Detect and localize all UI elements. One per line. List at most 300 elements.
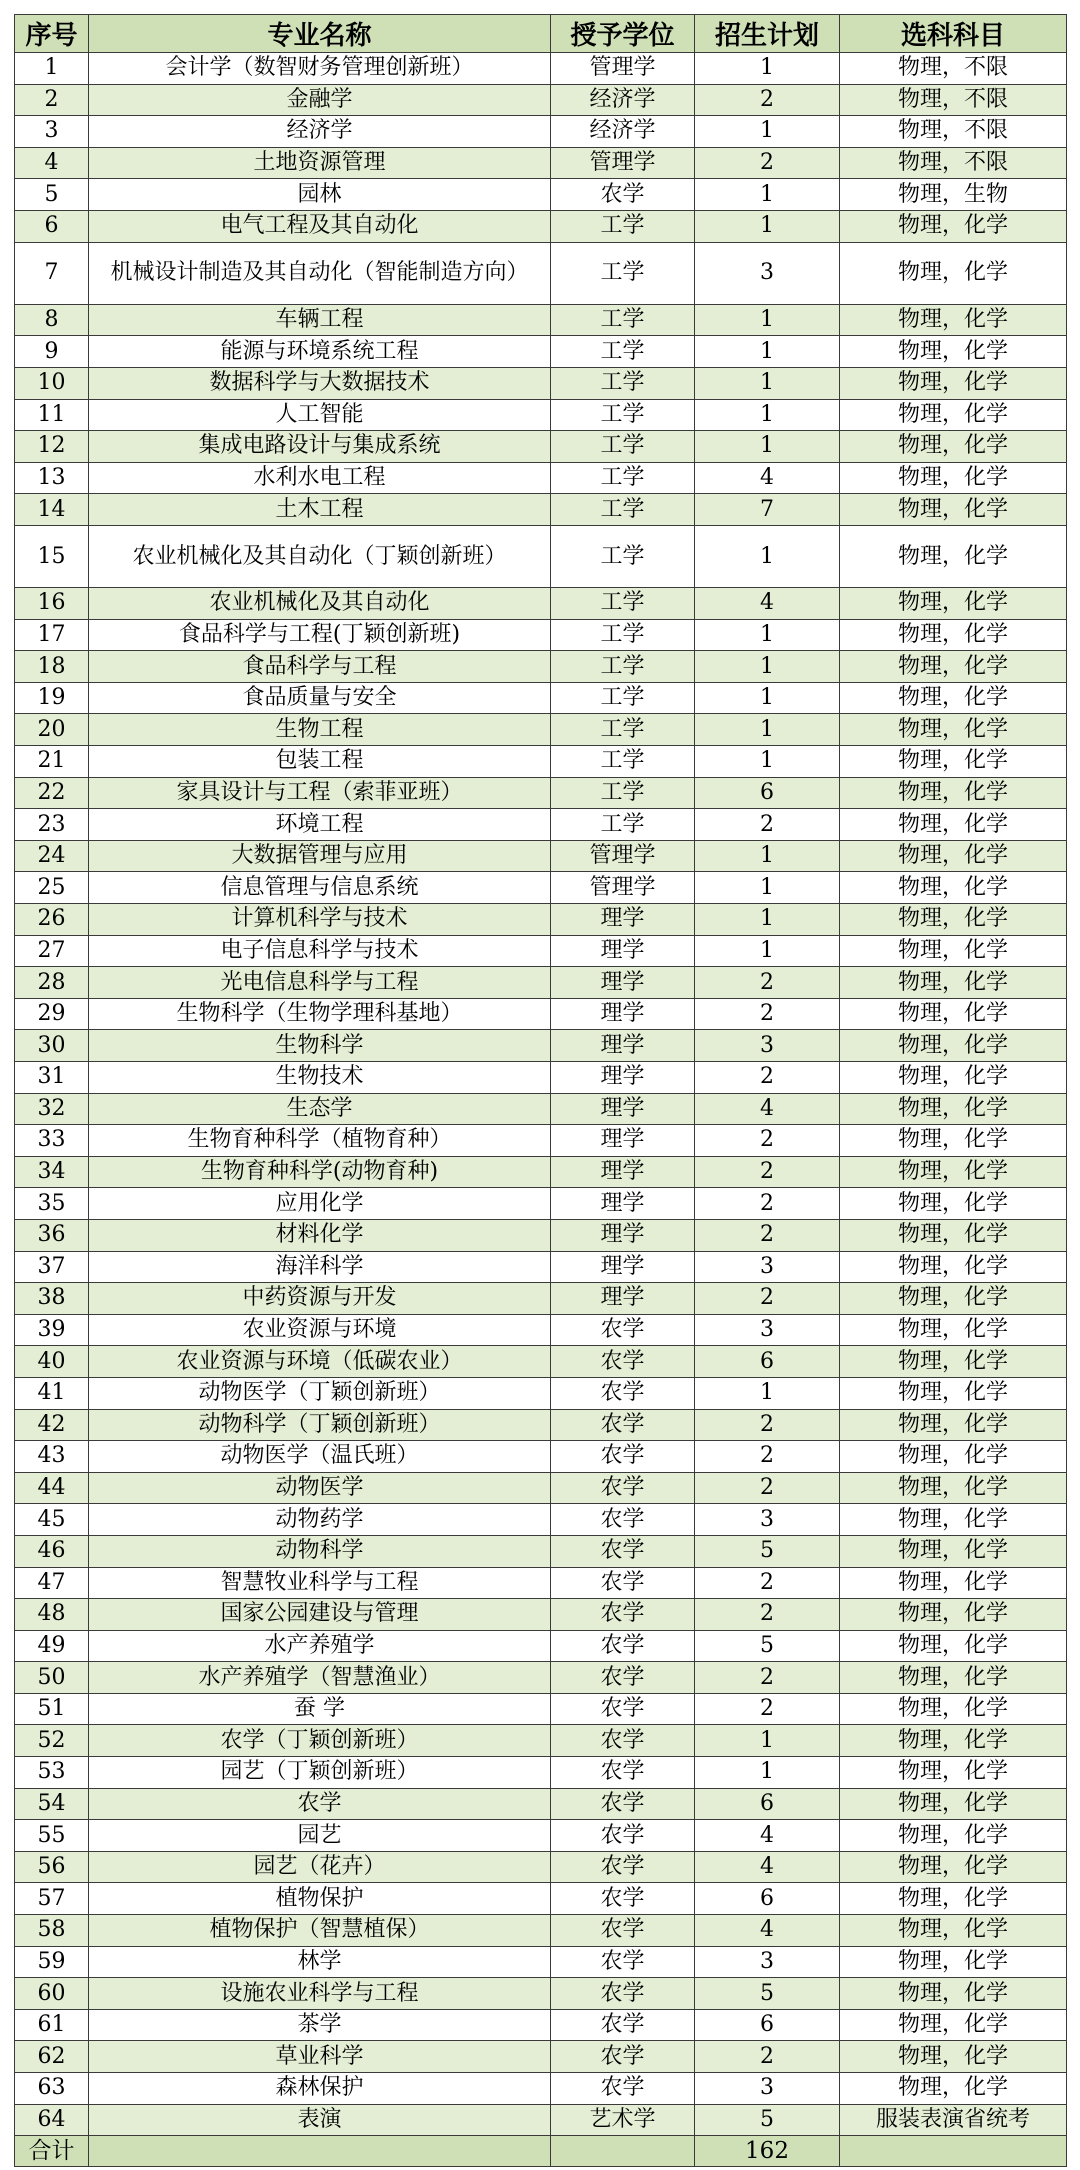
degree-cell: 工学 (551, 210, 695, 242)
degree-cell: 理学 (551, 1188, 695, 1220)
row-no-cell: 15 (15, 525, 89, 587)
total-empty-name (89, 2136, 551, 2167)
plan-cell: 1 (695, 682, 840, 714)
table-row (15, 494, 1067, 526)
table-row (15, 116, 1067, 148)
major-name-cell: 车辆工程 (89, 304, 551, 336)
degree-cell: 理学 (551, 1251, 695, 1283)
row-no-cell: 25 (15, 872, 89, 904)
degree-cell: 农学 (551, 179, 695, 211)
degree-cell: 工学 (551, 242, 695, 304)
subjects-cell: 物理，化学 (840, 872, 1067, 904)
degree-cell: 工学 (551, 304, 695, 336)
row-no-cell: 33 (15, 1125, 89, 1157)
table-row (15, 431, 1067, 463)
degree-cell: 工学 (551, 399, 695, 431)
row-no-cell: 5 (15, 179, 89, 211)
table-row (15, 1125, 1067, 1157)
header-subjects: 选科科目 (840, 15, 1067, 53)
total-label: 合计 (15, 2136, 89, 2167)
subjects-cell: 服装表演省统考 (840, 2104, 1067, 2136)
subjects-cell: 物理，化学 (840, 1251, 1067, 1283)
row-no-cell: 55 (15, 1820, 89, 1852)
subjects-cell: 物理，化学 (840, 777, 1067, 809)
row-no-cell: 58 (15, 1915, 89, 1947)
table-row (15, 1441, 1067, 1473)
table-row (15, 746, 1067, 778)
plan-cell: 3 (695, 1251, 840, 1283)
plan-cell: 4 (695, 588, 840, 620)
degree-cell: 工学 (551, 777, 695, 809)
major-name-cell: 农业机械化及其自动化（丁颖创新班） (89, 525, 551, 587)
header-plan: 招生计划 (695, 15, 840, 53)
major-name-cell: 农学 (89, 1788, 551, 1820)
table-row (15, 399, 1067, 431)
subjects-cell: 物理，化学 (840, 904, 1067, 936)
table-row (15, 1630, 1067, 1662)
plan-cell: 6 (695, 1346, 840, 1378)
major-name-cell: 环境工程 (89, 809, 551, 841)
table-row (15, 2073, 1067, 2105)
degree-cell: 农学 (551, 1820, 695, 1852)
major-name-cell: 集成电路设计与集成系统 (89, 431, 551, 463)
subjects-cell: 物理，化学 (840, 619, 1067, 651)
subjects-cell: 物理，化学 (840, 1788, 1067, 1820)
plan-cell: 5 (695, 1630, 840, 1662)
plan-cell: 1 (695, 872, 840, 904)
plan-cell: 1 (695, 619, 840, 651)
degree-cell: 理学 (551, 1030, 695, 1062)
table-row (15, 367, 1067, 399)
plan-cell: 7 (695, 494, 840, 526)
row-no-cell: 31 (15, 1062, 89, 1094)
major-name-cell: 动物医学 (89, 1472, 551, 1504)
subjects-cell: 物理，化学 (840, 1472, 1067, 1504)
table-row (15, 2104, 1067, 2136)
row-no-cell: 57 (15, 1883, 89, 1915)
subjects-cell: 物理，化学 (840, 2041, 1067, 2073)
row-no-cell: 19 (15, 682, 89, 714)
total-empty-degree (551, 2136, 695, 2167)
major-name-cell: 生物科学 (89, 1030, 551, 1062)
total-empty-subjects (840, 2136, 1067, 2167)
major-name-cell: 水产养殖学（智慧渔业） (89, 1662, 551, 1694)
plan-cell: 4 (695, 1851, 840, 1883)
table-row (15, 304, 1067, 336)
subjects-cell: 物理，化学 (840, 242, 1067, 304)
plan-cell: 1 (695, 210, 840, 242)
subjects-cell: 物理，化学 (840, 1156, 1067, 1188)
subjects-cell: 物理，化学 (840, 1599, 1067, 1631)
subjects-cell: 物理，化学 (840, 1535, 1067, 1567)
degree-cell: 理学 (551, 935, 695, 967)
subjects-cell: 物理，化学 (840, 2073, 1067, 2105)
table-row (15, 840, 1067, 872)
row-no-cell: 62 (15, 2041, 89, 2073)
degree-cell: 经济学 (551, 116, 695, 148)
table-row (15, 1946, 1067, 1978)
major-name-cell: 植物保护（智慧植保） (89, 1915, 551, 1947)
table-row (15, 179, 1067, 211)
major-name-cell: 应用化学 (89, 1188, 551, 1220)
major-name-cell: 农业资源与环境（低碳农业） (89, 1346, 551, 1378)
row-no-cell: 42 (15, 1409, 89, 1441)
major-name-cell: 计算机科学与技术 (89, 904, 551, 936)
subjects-cell: 物理，化学 (840, 1409, 1067, 1441)
subjects-cell: 物理，不限 (840, 116, 1067, 148)
table-row (15, 1883, 1067, 1915)
degree-cell: 工学 (551, 682, 695, 714)
degree-cell: 理学 (551, 998, 695, 1030)
table-row (15, 682, 1067, 714)
degree-cell: 农学 (551, 1441, 695, 1473)
major-name-cell: 设施农业科学与工程 (89, 1978, 551, 2010)
table-row (15, 1409, 1067, 1441)
plan-cell: 2 (695, 967, 840, 999)
major-name-cell: 生物科学（生物学理科基地） (89, 998, 551, 1030)
table-row (15, 242, 1067, 304)
row-no-cell: 22 (15, 777, 89, 809)
table-row (15, 1156, 1067, 1188)
enrollment-table (14, 14, 1067, 2167)
major-name-cell: 信息管理与信息系统 (89, 872, 551, 904)
degree-cell: 农学 (551, 1915, 695, 1947)
plan-cell: 3 (695, 1314, 840, 1346)
row-no-cell: 48 (15, 1599, 89, 1631)
subjects-cell: 物理，化学 (840, 1820, 1067, 1852)
subjects-cell: 物理，化学 (840, 746, 1067, 778)
table-row (15, 714, 1067, 746)
row-no-cell: 63 (15, 2073, 89, 2105)
plan-cell: 1 (695, 525, 840, 587)
degree-cell: 农学 (551, 1883, 695, 1915)
major-name-cell: 能源与环境系统工程 (89, 336, 551, 368)
degree-cell: 工学 (551, 619, 695, 651)
table-row (15, 1346, 1067, 1378)
degree-cell: 工学 (551, 336, 695, 368)
table-body (15, 53, 1067, 2136)
degree-cell: 农学 (551, 1693, 695, 1725)
degree-cell: 理学 (551, 1283, 695, 1315)
row-no-cell: 29 (15, 998, 89, 1030)
subjects-cell: 物理，化学 (840, 1567, 1067, 1599)
degree-cell: 理学 (551, 967, 695, 999)
subjects-cell: 物理，化学 (840, 682, 1067, 714)
row-no-cell: 36 (15, 1219, 89, 1251)
major-name-cell: 会计学（数智财务管理创新班） (89, 53, 551, 85)
subjects-cell: 物理，化学 (840, 714, 1067, 746)
table-row (15, 651, 1067, 683)
row-no-cell: 9 (15, 336, 89, 368)
subjects-cell: 物理，化学 (840, 1093, 1067, 1125)
plan-cell: 1 (695, 431, 840, 463)
major-name-cell: 海洋科学 (89, 1251, 551, 1283)
table-row (15, 872, 1067, 904)
plan-cell: 2 (695, 2041, 840, 2073)
row-no-cell: 49 (15, 1630, 89, 1662)
degree-cell: 艺术学 (551, 2104, 695, 2136)
subjects-cell: 物理，化学 (840, 1915, 1067, 1947)
table-row (15, 1535, 1067, 1567)
row-no-cell: 54 (15, 1788, 89, 1820)
plan-cell: 4 (695, 1093, 840, 1125)
plan-cell: 6 (695, 1788, 840, 1820)
subjects-cell: 物理，化学 (840, 1219, 1067, 1251)
subjects-cell: 物理，化学 (840, 1377, 1067, 1409)
plan-cell: 2 (695, 809, 840, 841)
major-name-cell: 大数据管理与应用 (89, 840, 551, 872)
subjects-cell: 物理，化学 (840, 998, 1067, 1030)
subjects-cell: 物理，化学 (840, 431, 1067, 463)
plan-cell: 2 (695, 1567, 840, 1599)
major-name-cell: 家具设计与工程（索菲亚班） (89, 777, 551, 809)
row-no-cell: 43 (15, 1441, 89, 1473)
major-name-cell: 材料化学 (89, 1219, 551, 1251)
row-no-cell: 14 (15, 494, 89, 526)
table-row (15, 1693, 1067, 1725)
subjects-cell: 物理，化学 (840, 1283, 1067, 1315)
row-no-cell: 64 (15, 2104, 89, 2136)
plan-cell: 5 (695, 1978, 840, 2010)
row-no-cell: 24 (15, 840, 89, 872)
plan-cell: 1 (695, 367, 840, 399)
degree-cell: 农学 (551, 1504, 695, 1536)
subjects-cell: 物理，生物 (840, 179, 1067, 211)
degree-cell: 工学 (551, 714, 695, 746)
plan-cell: 2 (695, 1662, 840, 1694)
plan-cell: 5 (695, 2104, 840, 2136)
table-row (15, 1915, 1067, 1947)
table-row (15, 2009, 1067, 2041)
degree-cell: 农学 (551, 1788, 695, 1820)
subjects-cell: 物理，不限 (840, 84, 1067, 116)
table-row (15, 998, 1067, 1030)
major-name-cell: 农业资源与环境 (89, 1314, 551, 1346)
table-row (15, 1662, 1067, 1694)
major-name-cell: 数据科学与大数据技术 (89, 367, 551, 399)
row-no-cell: 18 (15, 651, 89, 683)
row-no-cell: 26 (15, 904, 89, 936)
subjects-cell: 物理，化学 (840, 210, 1067, 242)
table-row (15, 1188, 1067, 1220)
row-no-cell: 1 (15, 53, 89, 85)
table-row (15, 809, 1067, 841)
row-no-cell: 12 (15, 431, 89, 463)
row-no-cell: 56 (15, 1851, 89, 1883)
row-no-cell: 47 (15, 1567, 89, 1599)
degree-cell: 工学 (551, 809, 695, 841)
degree-cell: 经济学 (551, 84, 695, 116)
plan-cell: 1 (695, 53, 840, 85)
plan-cell: 1 (695, 904, 840, 936)
degree-cell: 工学 (551, 431, 695, 463)
major-name-cell: 包装工程 (89, 746, 551, 778)
major-name-cell: 动物科学 (89, 1535, 551, 1567)
major-name-cell: 园林 (89, 179, 551, 211)
table-row (15, 1219, 1067, 1251)
plan-cell: 2 (695, 1062, 840, 1094)
major-name-cell: 金融学 (89, 84, 551, 116)
row-no-cell: 20 (15, 714, 89, 746)
major-name-cell: 动物医学（丁颖创新班） (89, 1377, 551, 1409)
subjects-cell: 物理，化学 (840, 651, 1067, 683)
plan-cell: 5 (695, 1535, 840, 1567)
table-row (15, 1093, 1067, 1125)
subjects-cell: 物理，化学 (840, 1346, 1067, 1378)
degree-cell: 理学 (551, 1125, 695, 1157)
row-no-cell: 50 (15, 1662, 89, 1694)
major-name-cell: 机械设计制造及其自动化（智能制造方向） (89, 242, 551, 304)
subjects-cell: 物理，不限 (840, 53, 1067, 85)
degree-cell: 农学 (551, 1662, 695, 1694)
major-name-cell: 食品科学与工程 (89, 651, 551, 683)
major-name-cell: 林学 (89, 1946, 551, 1978)
plan-cell: 1 (695, 746, 840, 778)
subjects-cell: 物理，化学 (840, 1851, 1067, 1883)
degree-cell: 管理学 (551, 147, 695, 179)
major-name-cell: 表演 (89, 2104, 551, 2136)
row-no-cell: 53 (15, 1757, 89, 1789)
row-no-cell: 37 (15, 1251, 89, 1283)
plan-cell: 1 (695, 179, 840, 211)
plan-cell: 1 (695, 1725, 840, 1757)
row-no-cell: 39 (15, 1314, 89, 1346)
degree-cell: 工学 (551, 367, 695, 399)
plan-cell: 1 (695, 714, 840, 746)
table-row (15, 1251, 1067, 1283)
subjects-cell: 物理，化学 (840, 967, 1067, 999)
row-no-cell: 11 (15, 399, 89, 431)
table-row (15, 462, 1067, 494)
subjects-cell: 物理，化学 (840, 809, 1067, 841)
row-no-cell: 46 (15, 1535, 89, 1567)
subjects-cell: 物理，化学 (840, 1757, 1067, 1789)
major-name-cell: 土地资源管理 (89, 147, 551, 179)
row-no-cell: 32 (15, 1093, 89, 1125)
major-name-cell: 智慧牧业科学与工程 (89, 1567, 551, 1599)
row-no-cell: 3 (15, 116, 89, 148)
row-no-cell: 4 (15, 147, 89, 179)
subjects-cell: 物理，化学 (840, 840, 1067, 872)
major-name-cell: 中药资源与开发 (89, 1283, 551, 1315)
row-no-cell: 17 (15, 619, 89, 651)
table-row (15, 1472, 1067, 1504)
plan-cell: 1 (695, 399, 840, 431)
plan-cell: 1 (695, 1757, 840, 1789)
degree-cell: 农学 (551, 1377, 695, 1409)
major-name-cell: 生物育种科学（植物育种） (89, 1125, 551, 1157)
subjects-cell: 物理，化学 (840, 1062, 1067, 1094)
row-no-cell: 21 (15, 746, 89, 778)
major-name-cell: 电气工程及其自动化 (89, 210, 551, 242)
row-no-cell: 28 (15, 967, 89, 999)
subjects-cell: 物理，化学 (840, 935, 1067, 967)
subjects-cell: 物理，化学 (840, 1314, 1067, 1346)
plan-cell: 6 (695, 2009, 840, 2041)
row-no-cell: 16 (15, 588, 89, 620)
subjects-cell: 物理，化学 (840, 525, 1067, 587)
major-name-cell: 园艺 (89, 1820, 551, 1852)
table-row (15, 1030, 1067, 1062)
subjects-cell: 物理，化学 (840, 494, 1067, 526)
table-row (15, 1851, 1067, 1883)
degree-cell: 工学 (551, 588, 695, 620)
row-no-cell: 2 (15, 84, 89, 116)
row-no-cell: 13 (15, 462, 89, 494)
subjects-cell: 物理，化学 (840, 1946, 1067, 1978)
subjects-cell: 物理，不限 (840, 147, 1067, 179)
plan-cell: 1 (695, 840, 840, 872)
degree-cell: 农学 (551, 1599, 695, 1631)
major-name-cell: 水产养殖学 (89, 1630, 551, 1662)
major-name-cell: 园艺（花卉） (89, 1851, 551, 1883)
degree-cell: 农学 (551, 1314, 695, 1346)
table-row (15, 210, 1067, 242)
table-row (15, 777, 1067, 809)
total-row (15, 2136, 1067, 2167)
major-name-cell: 经济学 (89, 116, 551, 148)
degree-cell: 管理学 (551, 53, 695, 85)
degree-cell: 农学 (551, 1725, 695, 1757)
major-name-cell: 蚕 学 (89, 1693, 551, 1725)
degree-cell: 工学 (551, 462, 695, 494)
row-no-cell: 52 (15, 1725, 89, 1757)
degree-cell: 理学 (551, 1219, 695, 1251)
degree-cell: 工学 (551, 494, 695, 526)
plan-cell: 4 (695, 1820, 840, 1852)
row-no-cell: 7 (15, 242, 89, 304)
table-row (15, 935, 1067, 967)
plan-cell: 4 (695, 462, 840, 494)
row-no-cell: 35 (15, 1188, 89, 1220)
degree-cell: 理学 (551, 1156, 695, 1188)
table-row (15, 1978, 1067, 2010)
plan-cell: 2 (695, 998, 840, 1030)
degree-cell: 农学 (551, 2073, 695, 2105)
degree-cell: 农学 (551, 1535, 695, 1567)
table-row (15, 1788, 1067, 1820)
plan-cell: 2 (695, 1441, 840, 1473)
plan-cell: 2 (695, 1156, 840, 1188)
major-name-cell: 生态学 (89, 1093, 551, 1125)
subjects-cell: 物理，化学 (840, 367, 1067, 399)
row-no-cell: 41 (15, 1377, 89, 1409)
table-row (15, 2041, 1067, 2073)
degree-cell: 农学 (551, 1978, 695, 2010)
table-row (15, 1820, 1067, 1852)
plan-cell: 6 (695, 1883, 840, 1915)
header-no: 序号 (15, 15, 89, 53)
major-name-cell: 生物育种科学(动物育种) (89, 1156, 551, 1188)
table-row (15, 1599, 1067, 1631)
plan-cell: 4 (695, 1915, 840, 1947)
subjects-cell: 物理，化学 (840, 1504, 1067, 1536)
degree-cell: 农学 (551, 1346, 695, 1378)
major-name-cell: 森林保护 (89, 2073, 551, 2105)
table-row (15, 525, 1067, 587)
plan-cell: 2 (695, 1283, 840, 1315)
subjects-cell: 物理，化学 (840, 399, 1067, 431)
plan-cell: 2 (695, 1693, 840, 1725)
plan-cell: 1 (695, 935, 840, 967)
major-name-cell: 茶学 (89, 2009, 551, 2041)
major-name-cell: 国家公园建设与管理 (89, 1599, 551, 1631)
degree-cell: 农学 (551, 1630, 695, 1662)
table-row (15, 147, 1067, 179)
row-no-cell: 40 (15, 1346, 89, 1378)
major-name-cell: 动物科学（丁颖创新班） (89, 1409, 551, 1441)
major-name-cell: 园艺（丁颖创新班） (89, 1757, 551, 1789)
